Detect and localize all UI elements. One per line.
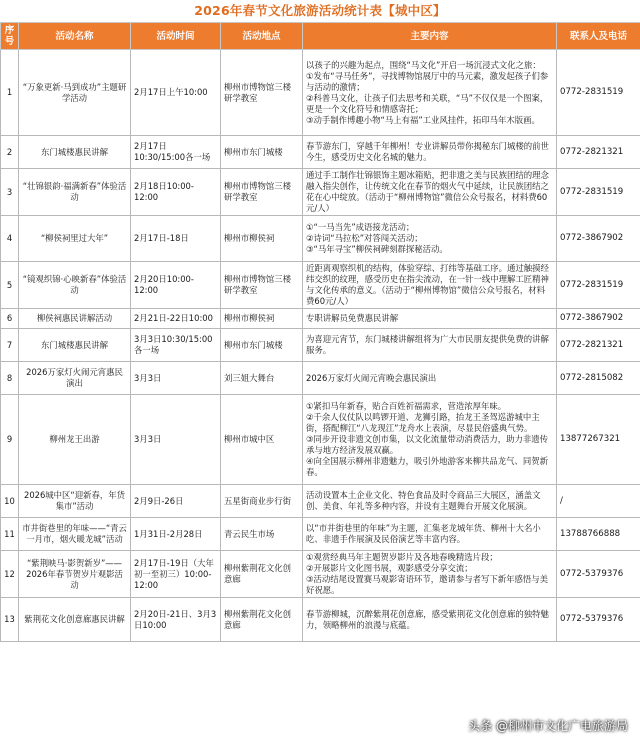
- activity-content: [303, 216, 557, 262]
- activity-place: 柳州市博物馆三楼研学教室: [221, 50, 303, 136]
- content-line: ③同步开设非遗文创市集，以文化流量带动消费活力，助力非遗传承与地方经济发展双赢。: [306, 434, 549, 455]
- activity-name: “镜观织锦·心映新春”体验活动: [19, 262, 131, 309]
- row-index: 12: [1, 551, 19, 598]
- table-row: [1, 362, 640, 395]
- contact-phone: 0772-2815082: [557, 362, 640, 395]
- row-index: 3: [1, 169, 19, 216]
- row-index: 7: [1, 329, 19, 362]
- content-line: ③活动结尾设置赛马观影寄语环节，邀请参与者写下新年感悟与美好祝愿。: [306, 574, 549, 595]
- contact-phone: 0772-2831519: [557, 262, 640, 309]
- header-name: 活动名称: [19, 23, 131, 50]
- table-row: [1, 216, 640, 262]
- header-contact: 联系人及电话: [557, 23, 640, 50]
- content-line: 专职讲解员免费惠民讲解: [306, 313, 399, 323]
- activity-content: [303, 362, 557, 395]
- table-row: [1, 169, 640, 216]
- activity-place: 青云民生市场: [221, 518, 303, 551]
- content-line: ③“马年寻宝”柳侯祠碑刻群探秘活动。: [306, 244, 448, 254]
- activity-time: 2月21日-22日10:00: [131, 309, 221, 329]
- activity-time: 2月18日10:00-12:00: [131, 169, 221, 216]
- contact-phone: /: [557, 485, 640, 518]
- contact-phone: 0772-3867902: [557, 309, 640, 329]
- content-line: 为喜迎元宵节，东门城楼讲解组将为广大市民朋友提供免费的讲解服务。: [306, 334, 549, 355]
- activity-content: [303, 598, 557, 642]
- activity-content: [303, 395, 557, 485]
- table-row: [1, 518, 640, 551]
- table-row: [1, 551, 640, 598]
- activity-time: 3月3日10:30/15:00各一场: [131, 329, 221, 362]
- content-line: 以“市井街巷里的年味”为主题，汇集老龙城年货、柳州十大名小吃、非遗手作展演及民俗演艺等丰富内容。: [306, 523, 541, 544]
- activity-place: 柳州市东门城楼: [221, 136, 303, 169]
- table-row: [1, 136, 640, 169]
- activity-name: 市井街巷里的年味——“青云一月市，烟火暖龙城”活动: [19, 518, 131, 551]
- activity-place: 柳州市柳侯祠: [221, 309, 303, 329]
- content-line: 近距离观察织机的结构，体验穿综、打纬等基础工序。通过触摸经纬交织的纹理，感受历史在指尖流动，在一针一线中理解工匠精神与文化传承的意义。（活动于“柳州博物馆”微信公众号报名，材料费60元/人）: [306, 263, 549, 306]
- activity-content: [303, 262, 557, 309]
- contact-phone: 0772-2821321: [557, 136, 640, 169]
- content-line: ①观赏经典马年主题贺岁影片及各地春晚精选片段；: [306, 552, 498, 562]
- activity-place: 柳州市博物馆三楼研学教室: [221, 169, 303, 216]
- activity-content: [303, 309, 557, 329]
- content-line: ②诗词“马拉松”对答闯关活动；: [306, 233, 423, 243]
- content-line: ①紧扣马年新春，贴合百姓祈福需求，营造浓厚年味。: [306, 401, 507, 411]
- activity-time: 2月17日-19日（大年初一至初三）10:00-12:00: [131, 551, 221, 598]
- activity-name: “壮锦银韵·福满新春”体验活动: [19, 169, 131, 216]
- activity-time: 3月3日: [131, 362, 221, 395]
- row-index: 11: [1, 518, 19, 551]
- activity-content: [303, 136, 557, 169]
- activity-name: “万象更新·马到成功”主题研学活动: [19, 50, 131, 136]
- content-line: 活动设置本土企业文化、特色食品及时令商品三大展区，涵盖文创、美食、年礼等多种内容，并设有主题舞台开展文化展演。: [306, 490, 541, 511]
- activity-time: 2月17日上午10:00: [131, 50, 221, 136]
- header-index: 序 号: [1, 23, 19, 50]
- contact-phone: 0772-5379376: [557, 598, 640, 642]
- activity-time: 2月9日-26日: [131, 485, 221, 518]
- contact-phone: 0772-2831519: [557, 169, 640, 216]
- table-row: [1, 329, 640, 362]
- row-index: 9: [1, 395, 19, 485]
- activity-name: 2026城中区“迎新春，年货集市”活动: [19, 485, 131, 518]
- contact-phone: 0772-3867902: [557, 216, 640, 262]
- activity-name: 东门城楼惠民讲解: [19, 329, 131, 362]
- activity-content: [303, 329, 557, 362]
- activity-name: 2026万家灯火闹元宵惠民演出: [19, 362, 131, 395]
- activity-name: 紫荆花文化创意廊惠民讲解: [19, 598, 131, 642]
- row-index: 5: [1, 262, 19, 309]
- activity-name: “紫荆映马·影贺新岁”——2026年春节贺岁片观影活动: [19, 551, 131, 598]
- activity-table: [0, 22, 640, 642]
- content-line: ②科普马文化，让孩子们去思考和关联，“马”不仅仅是一个图案，更是一个文化符号和情感寄托；: [306, 92, 549, 114]
- row-index: 2: [1, 136, 19, 169]
- activity-name: “柳侯祠里过大年”: [19, 216, 131, 262]
- watermark: 头条 @柳州市文化广电旅游局: [468, 719, 628, 733]
- row-index: 6: [1, 309, 19, 329]
- content-line: 通过手工制作壮锦银饰主题冰箱贴，把非遗之美与民族团结的理念融入指尖创作，让传统文化在春节的烟火气中延续，让民族团结之花在心中绽放。（活动于“柳州博物馆”微信公众号报名，材料费60元/人）: [306, 170, 549, 213]
- row-index: 8: [1, 362, 19, 395]
- row-index: 1: [1, 50, 19, 136]
- contact-phone: 0772-2821321: [557, 329, 640, 362]
- activity-place: 刘三姐大舞台: [221, 362, 303, 395]
- activity-time: 2月20日10:00-12:00: [131, 262, 221, 309]
- table-row: [1, 395, 640, 485]
- activity-time: 1月31日-2月28日: [131, 518, 221, 551]
- table-row: [1, 485, 640, 518]
- content-line: 春节游柳城，沉醉紫荆花创意廊，感受紫荆花文化创意廊的独特魅力，领略柳州的浪漫与底蕴。: [306, 608, 549, 630]
- activity-name: 柳州龙王出游: [19, 395, 131, 485]
- header-content: 主要内容: [303, 23, 557, 50]
- content-line: ①“一马当先”成语接龙活动；: [306, 222, 415, 232]
- activity-place: 柳州市东门城楼: [221, 329, 303, 362]
- content-line: ③动手制作博趣小物“马上有福”工业风挂件，拓印马年木版画。: [306, 114, 540, 125]
- activity-place: 柳州市柳侯祠: [221, 216, 303, 262]
- activity-place: 柳州市城中区: [221, 395, 303, 485]
- table-row: [1, 262, 640, 309]
- activity-time: 2月17日10:30/15:00各一场: [131, 136, 221, 169]
- activity-time: 2月17日-18日: [131, 216, 221, 262]
- activity-name: 柳侯祠惠民讲解活动: [19, 309, 131, 329]
- row-index: 10: [1, 485, 19, 518]
- header-place: 活动地点: [221, 23, 303, 50]
- content-line: ①发布“寻马任务”，寻找博物馆展厅中的马元素，激发起孩子们参与活动的激情；: [306, 70, 549, 92]
- activity-time: 2月20日-21日、3月3日10:00: [131, 598, 221, 642]
- table-row: [1, 309, 640, 329]
- header-time: 活动时间: [131, 23, 221, 50]
- activity-place: 五星街商业步行街: [221, 485, 303, 518]
- table-header-row: [1, 23, 640, 50]
- row-index: 13: [1, 598, 19, 642]
- content-line: ②千余人仪仗队以鸣锣开道、龙狮引路，抬龙王圣驾巡游城中主街，搭配柳江“八龙现江”龙舟水上表演，尽显民俗盛典气势。: [306, 412, 540, 433]
- content-line: ②开展影片文化图书展，观影感受分享交流；: [306, 563, 473, 573]
- content-line: 春节游东门，穿越千年柳州！专业讲解员带你揭秘东门城楼的前世今生，感受历史文化名城的魅力。: [306, 141, 549, 162]
- activity-content: [303, 50, 557, 136]
- activity-content: [303, 485, 557, 518]
- contact-phone: 13877267321: [557, 395, 640, 485]
- activity-place: 柳州市博物馆三楼研学教室: [221, 262, 303, 309]
- contact-phone: 13788766888: [557, 518, 640, 551]
- row-index: 4: [1, 216, 19, 262]
- page-title: 2026年春节文化旅游活动统计表【城中区】: [194, 3, 446, 18]
- content-line: ④向全国展示柳州非遗魅力，吸引外地游客来柳共品龙气、同贺新春。: [306, 456, 549, 477]
- activity-place: 柳州紫荆花文化创意廊: [221, 598, 303, 642]
- contact-phone: 0772-5379376: [557, 551, 640, 598]
- activity-content: [303, 551, 557, 598]
- activity-content: [303, 518, 557, 551]
- activity-place: 柳州紫荆花文化创意廊: [221, 551, 303, 598]
- activity-time: 3月3日: [131, 395, 221, 485]
- content-line: 以孩子的兴趣为起点，围绕“马文化”开启一场沉浸式文化之旅：: [306, 59, 541, 70]
- activity-content: [303, 169, 557, 216]
- activity-name: 东门城楼惠民讲解: [19, 136, 131, 169]
- table-row: [1, 50, 640, 136]
- table-row: [1, 598, 640, 642]
- contact-phone: 0772-2831519: [557, 50, 640, 136]
- content-line: 2026万家灯火闹元宵晚会惠民演出: [306, 372, 437, 383]
